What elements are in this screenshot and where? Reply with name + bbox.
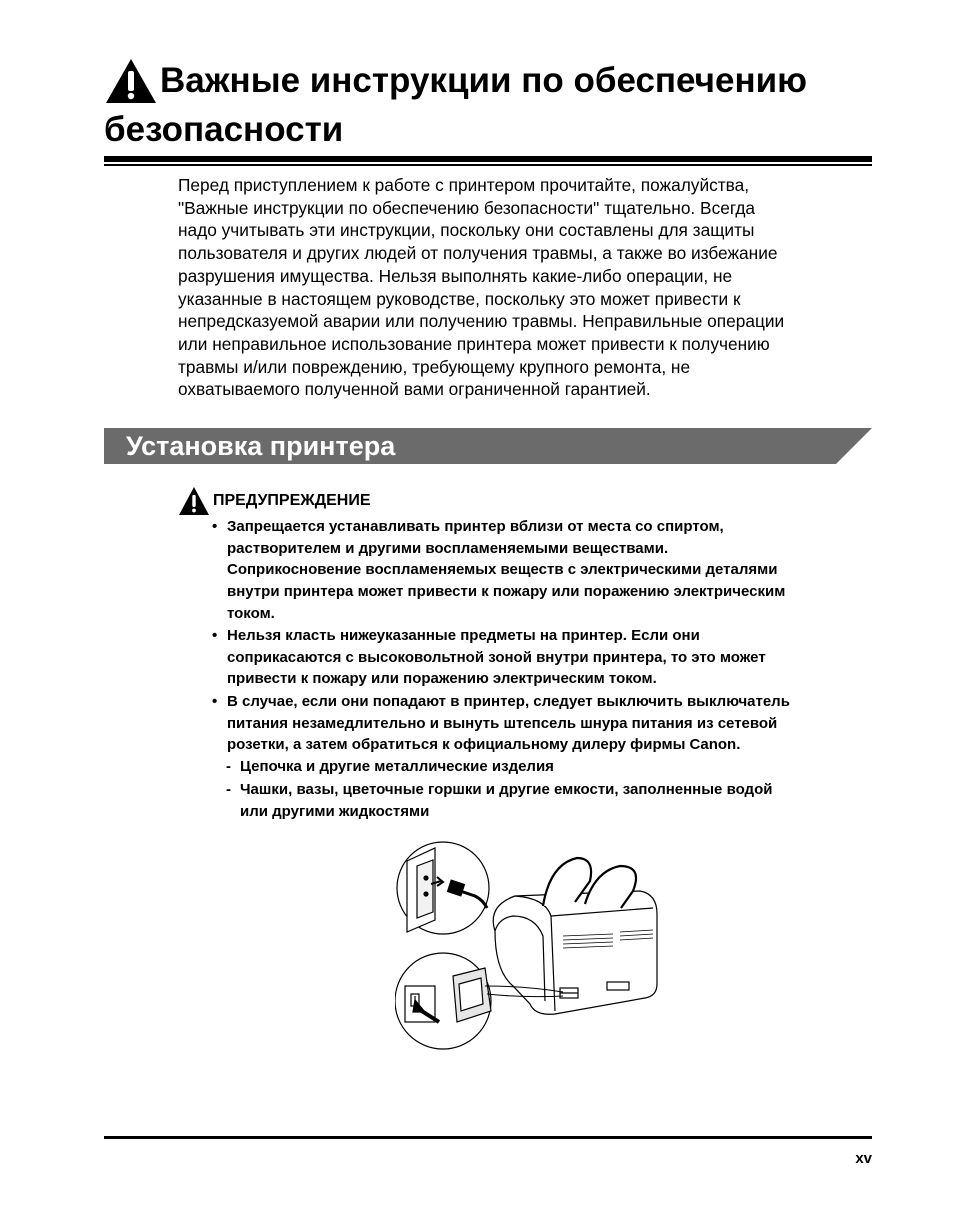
title-row [104,56,884,106]
title-rule-thin [104,164,872,166]
bullet-line: током. [227,604,275,622]
intro-line: надо учитывать эти инструкции, поскольку они составлены для защиты [178,220,755,241]
sub-item-dash: - [226,781,231,798]
warning-heading [178,486,371,516]
intro-line: Перед приступлением к работе с принтером прочитайте, пожалуйства, [178,175,750,195]
intro-line: или неправильное использование принтера может привести к получению [178,333,770,354]
sub-item-line: Цепочка и другие металлические изделия [240,758,554,775]
warning-bullet [212,625,882,690]
warning-sub-item [226,779,886,822]
intro-line: травмы и/или повреждению, требующему крупного ремонта, не [178,356,691,377]
section-title: Установка принтера [126,431,396,461]
warning-bullet [212,516,882,625]
intro-line: пользователя и других людей от получения травмы, а также во избежание [178,243,778,264]
title-text-line2: безопасности [104,110,344,149]
bullet-line: внутри принтера может привести к пожару или поражению электрическим [227,583,786,601]
warning-sub-item [226,756,886,778]
bullet-dot: • [212,693,218,710]
printer-body [493,858,657,1014]
page-number: xv [855,1150,872,1167]
warning-triangle-icon [178,486,210,516]
sub-item-line: или другими жидкостями [240,802,430,820]
intro-line: охватываемого полученной вами ограниченной гарантией. [178,379,651,400]
bullet-line: В случае, если они попадают в принтер, следует выключить выключатель [227,693,790,710]
warning-bullet [212,691,882,756]
warning-label: ПРЕДУПРЕЖДЕНИЕ [213,492,371,509]
bullet-line: Запрещается устанавливать принтер вблизи от места со спиртом, [227,518,724,535]
bullet-dot: • [212,627,218,644]
bullet-line: розетки, а затем обратиться к официальному дилеру фирмы Canon. [227,736,741,754]
title-rule-thick [104,156,872,162]
bullet-line: соприкасаются с высоковольтной зоной внутри принтера, то это может [227,648,766,666]
bullet-line: питания незамедлительно и вынуть штепсель шнура питания из сетевой [227,714,778,732]
intro-line: разрушения имущества. Нельзя выполнять какие-либо операции, не [178,265,733,286]
intro-line: "Важные инструкции по обеспечению безопасности" тщательно. Всегда [178,197,756,218]
bullet-line: Соприкосновение воспламеняемых веществ с электрическими деталями [227,561,778,579]
footer-rule [104,1136,872,1139]
page-title [104,56,884,154]
sub-item-line: Чашки, вазы, цветочные горшки и другие емкости, заполненные водой [240,781,773,798]
bullet-line: привести к пожару или поражению электрическим током. [227,670,657,688]
intro-line: непредсказуемой аварии или получению травмы. Неправильные операции [178,311,785,332]
bullet-dot: • [212,518,218,535]
intro-line: указанные в настоящем руководстве, поскольку это может привести к [178,288,741,309]
title-text-line1: Важные инструкции по обеспечению [160,61,807,100]
section-banner [104,428,872,464]
sub-item-dash: - [226,758,231,775]
intro-paragraph [178,174,868,401]
wall-socket-callout [397,842,489,934]
bullet-line: растворителем и другими воспламеняемыми веществами. [227,539,669,557]
printer-illustration [395,836,670,1056]
bullet-line: Нельзя класть нижеуказанные предметы на принтер. Если они [227,627,700,644]
warning-triangle-icon [104,57,158,105]
